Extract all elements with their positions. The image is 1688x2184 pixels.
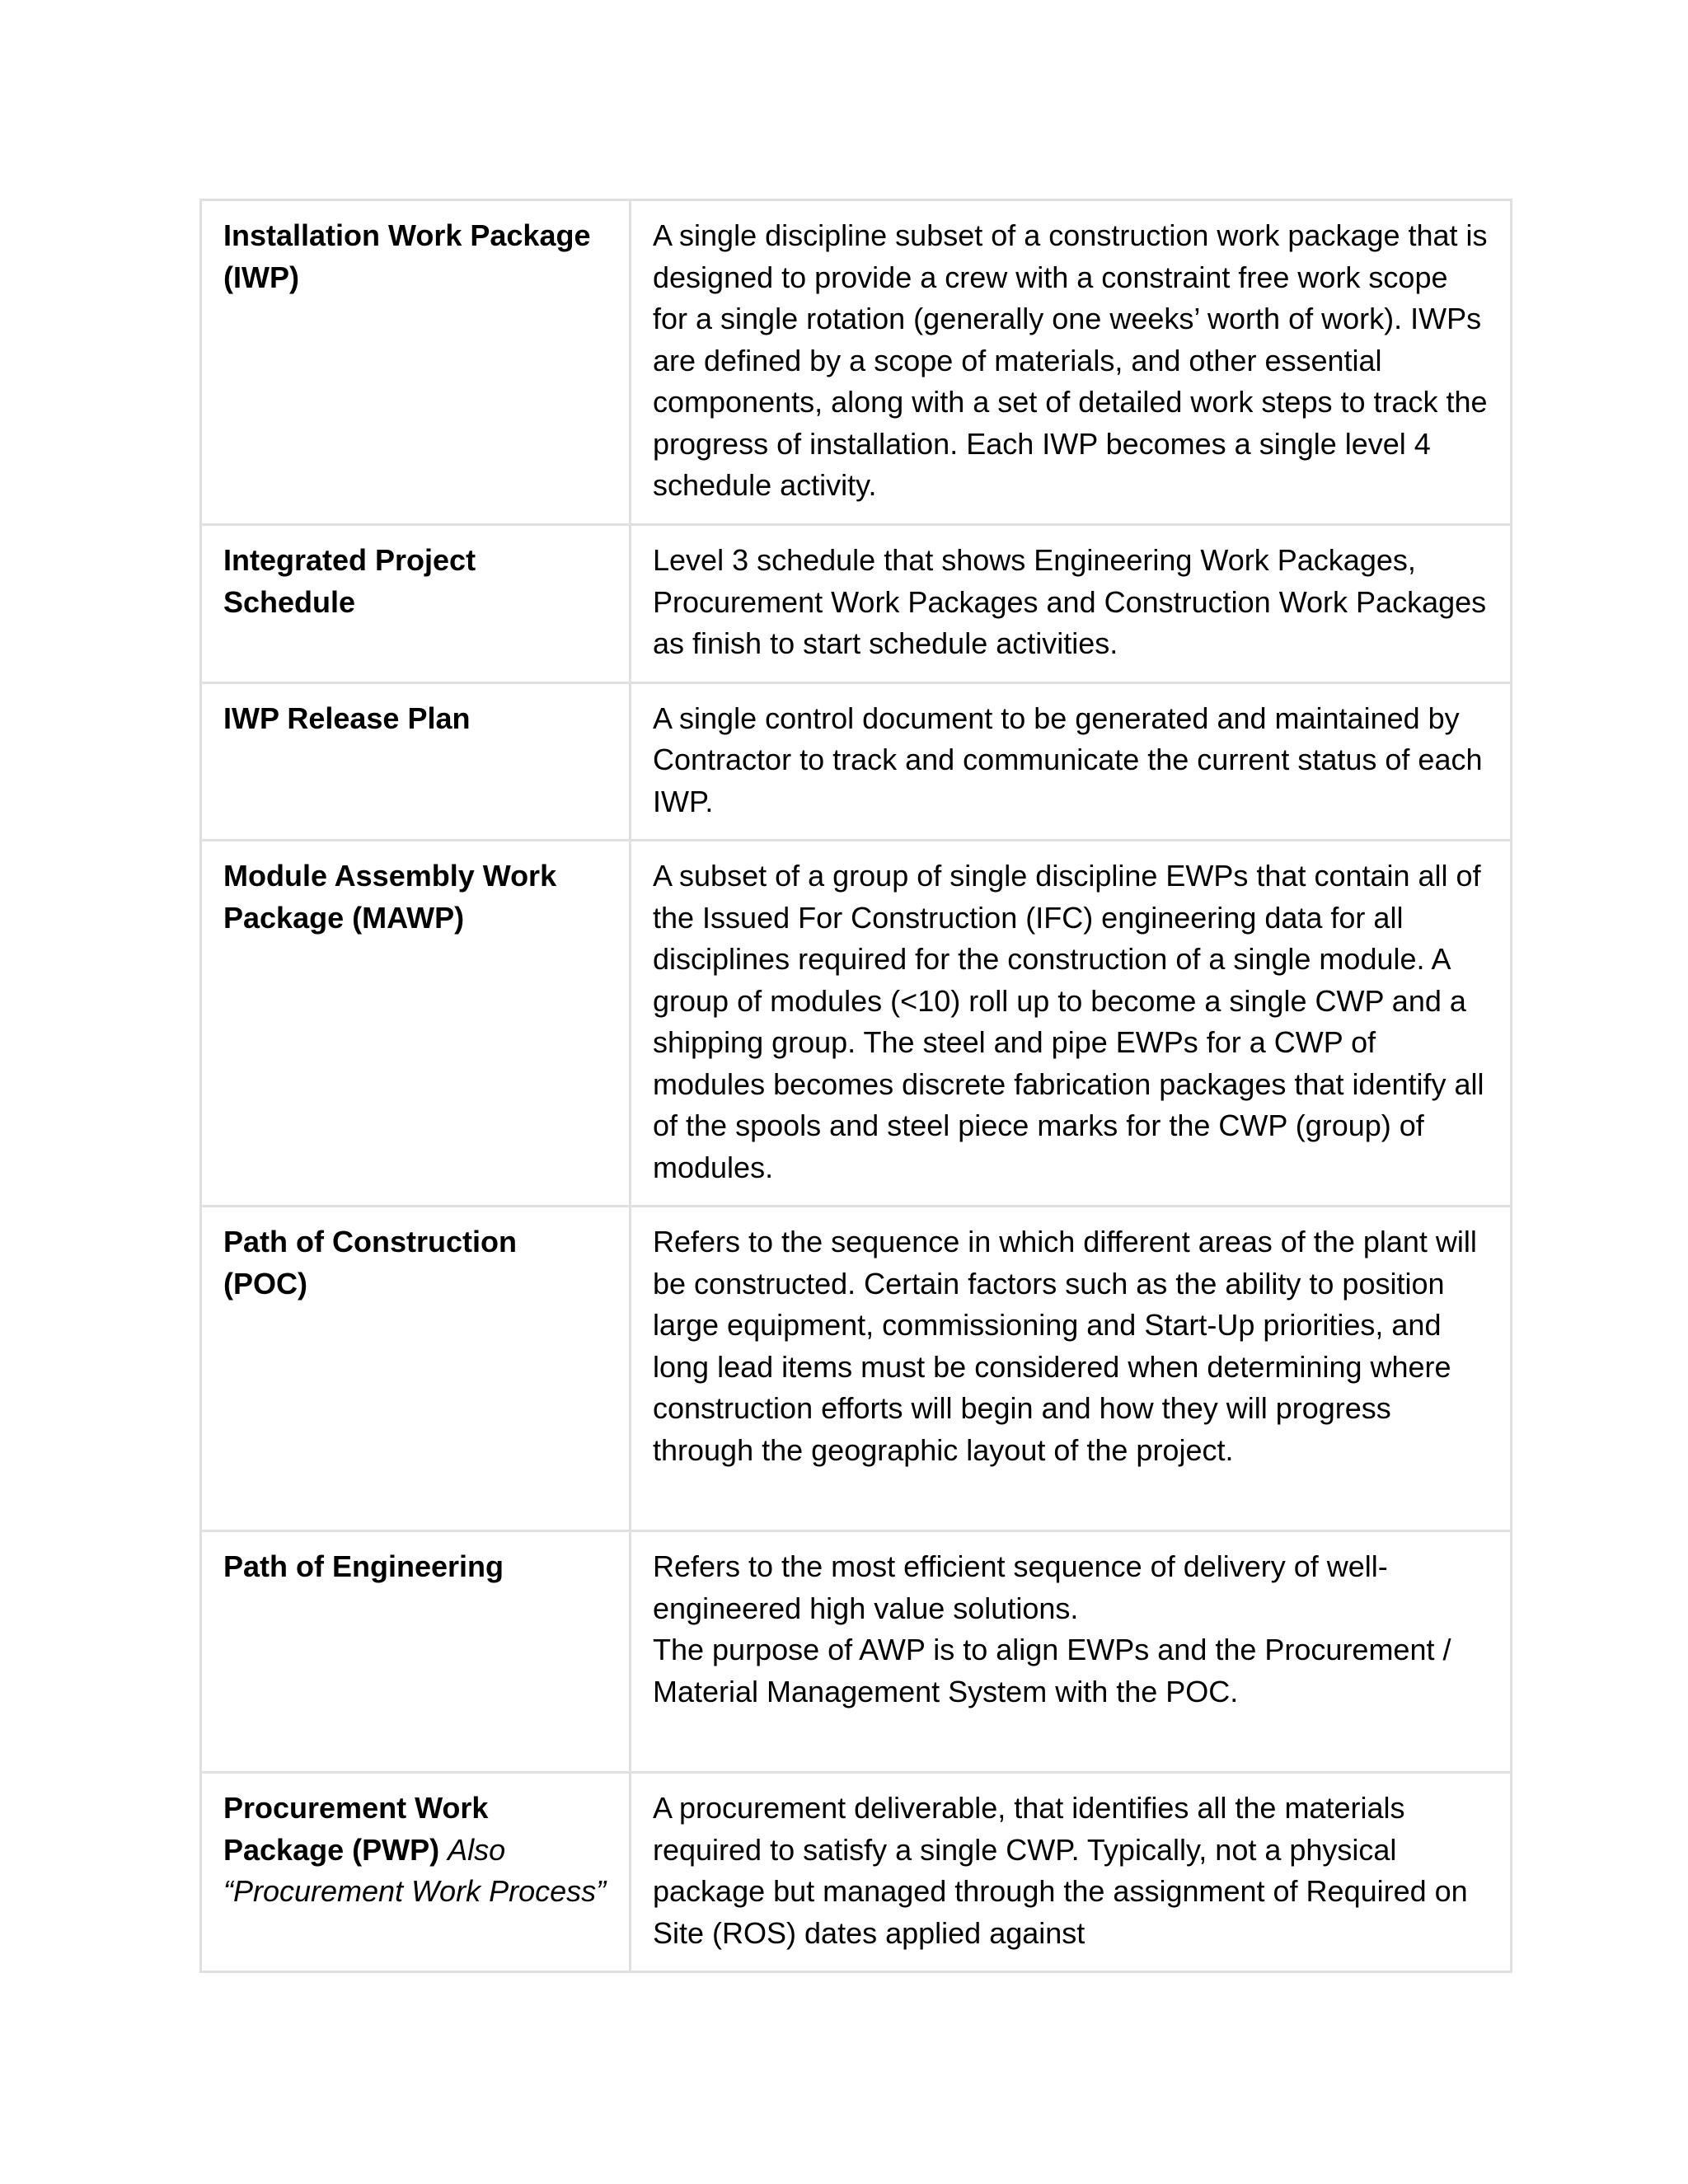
definition-cell [631, 682, 1512, 841]
definition-cell [631, 1207, 1512, 1531]
term-text: Path of Construction (POC) [223, 1225, 517, 1301]
definition-text: A single discipline subset of a construction work package that is designed to provide a crew with a constraint free work scope for a single rotation (generally one weeks’ worth of work). IWPs are defined by a scope of materials, and other essential components, along with a set of detailed work steps to track the progress of installation. Each IWP becomes a single level 4 schedule activity. [653, 218, 1488, 502]
definition-text: Refers to the sequence in which different areas of the plant will be constructed. Certain factors such as the ability to position large equipment, commissioning and Start-Up priorities, and long lead items must be considered when determining where construction efforts will begin and how they will progress through the geographic layout of the project. [653, 1225, 1477, 1467]
definition-cell [631, 200, 1512, 525]
term-text: Module Assembly Work Package (MAWP) [223, 859, 557, 935]
table-row [201, 200, 1512, 525]
glossary-table [199, 199, 1512, 1973]
table-row [201, 1773, 1512, 1972]
term-text: Procurement Work Package (PWP) [223, 1791, 489, 1867]
table-row [201, 841, 1512, 1207]
table-row [201, 525, 1512, 683]
term-cell [201, 841, 631, 1207]
definition-paragraph-2: The purpose of AWP is to align EWPs and the Procurement / Material Management System with the POC. [653, 1633, 1451, 1708]
term-cell [201, 682, 631, 841]
term-cell [201, 525, 631, 683]
term-text: IWP Release Plan [223, 701, 471, 735]
definition-cell [631, 525, 1512, 683]
term-text: Integrated Project Schedule [223, 543, 476, 619]
definition-cell [631, 1773, 1512, 1972]
definition-text: A subset of a group of single discipline EWPs that contain all of the Issued For Construction (IFC) engineering data for all disciplines required for the construction of a single module. A group of modules (<10) roll up to become a single CWP and a shipping group. The steel and pipe EWPs for a CWP of modules becomes discrete fabrication packages that identify all of the spools and steel piece marks for the CWP (group) of modules. [653, 859, 1484, 1184]
definition-text: Level 3 schedule that shows Engineering Work Packages, Procurement Work Packages and Construction Work Packages as finish to start schedule activities. [653, 543, 1487, 660]
term-text: Installation Work Package (IWP) [223, 218, 591, 294]
definition-cell [631, 841, 1512, 1207]
definition-cell [631, 1531, 1512, 1773]
term-note: Also “Procurement Work Process” [223, 1832, 607, 1908]
table-row [201, 1207, 1512, 1531]
table-row [201, 1531, 1512, 1773]
term-text: Path of Engineering [223, 1549, 504, 1583]
term-cell [201, 1207, 631, 1531]
term-cell [201, 200, 631, 525]
term-cell [201, 1773, 631, 1972]
definition-text: A procurement deliverable, that identifies all the materials required to satisfy a single CWP. Typically, not a physical package but managed through the assignment of Required on Site (ROS) dates applied against [653, 1791, 1468, 1950]
term-cell [201, 1531, 631, 1773]
definition-text: A single control document to be generated and maintained by Contractor to track and communicate the current status of each IWP. [653, 701, 1483, 818]
table-row [201, 682, 1512, 841]
definition-paragraph-1: Refers to the most efficient sequence of delivery of well-engineered high value solutions. [653, 1549, 1388, 1625]
